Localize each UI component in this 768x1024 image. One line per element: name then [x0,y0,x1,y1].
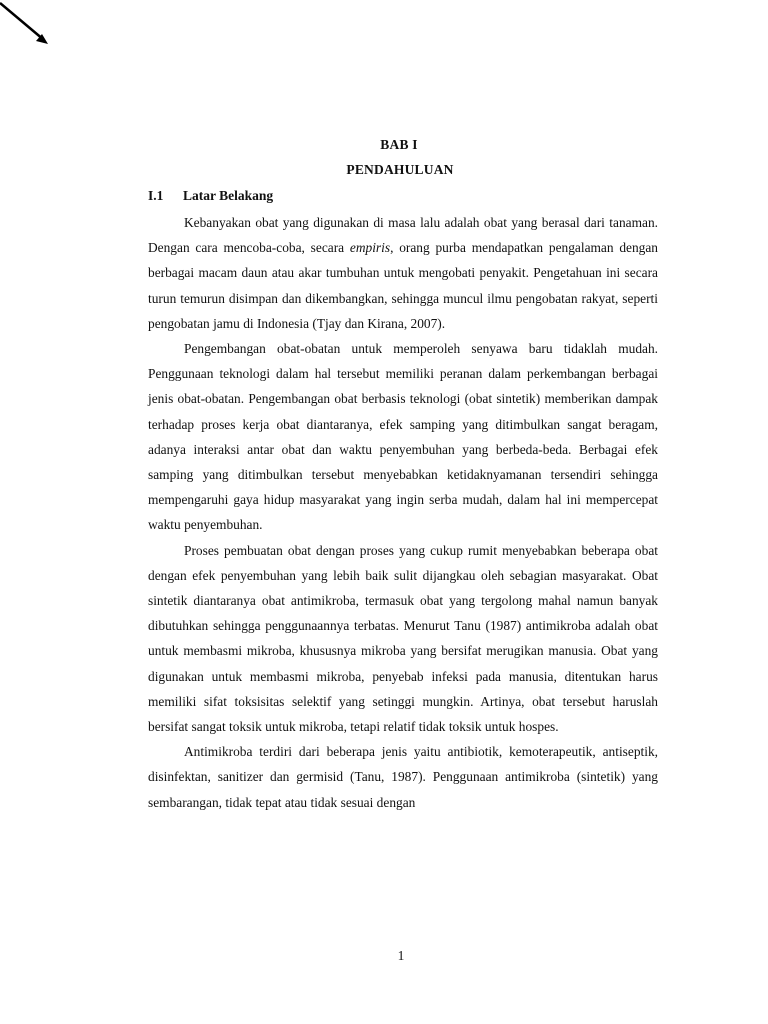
chapter-title: PENDAHULUAN [346,162,454,177]
document-body [148,210,658,815]
section-number: I.1 [148,188,164,203]
paragraph-3: Proses pembuatan obat dengan proses yang cukup rumit menyebabkan beberapa obat dengan efek penyembuhan yang lebih baik sulit dijangkau oleh sebagian masyarakat. Obat sintetik diantaranya obat antimikroba, termasuk obat yang tergolong mahal namun banyak dibutuhkan sehingga penggunaannya terbatas. Menurut Tanu (1987) antimikroba adalah obat untuk membasmi mikroba, khususnya mikroba yang bersifat merugikan manusia. Obat yang digunakan untuk membasmi mikroba, penyebab infeksi pada manusia, ditentukan harus memiliki sifat toksisitas selektif yang setinggi mungkin. Artinya, obat tersebut haruslah bersifat sangat toksik untuk mikroba, tetapi relatif tidak toksik untuk hospes. [148,542,658,735]
section-title: Latar Belakang [183,188,274,203]
paragraph-4: Antimikroba terdiri dari beberapa jenis yaitu antibiotik, kemoterapeutik, antiseptik, disinfektan, sanitizer dan germisid (Tanu, 1987). Penggunaan antimikroba (sintetik) yang sembarangan, tidak tepat atau tidak sesuai dengan [148,744,658,810]
chapter-heading: BAB I [380,137,418,152]
arrow-down-right-icon [0,0,60,55]
page-number: 1 [397,948,405,963]
paragraph-1-before: Kebanyakan obat yang digunakan di masa lalu adalah obat yang berasal dari tanaman. Dengan cara mencoba-coba, secara [148,215,658,256]
paragraph-1-emphasis: empiris [349,240,391,256]
section-heading [148,188,273,204]
paragraph-2: Pengembangan obat-obatan untuk memperoleh senyawa baru tidaklah mudah. Penggunaan teknologi dalam hal tersebut memiliki peranan dalam perkembangan berbagai jenis obat-obatan. Pengembangan obat berbasis teknologi (obat sintetik) memberikan dampak terhadap proses kerja obat diantaranya, efek samping yang ditimbulkan sangat beragam, adanya interaksi antar obat dan waktu penyembuhan yang berbeda-beda. Berbagai efek samping yang ditimbulkan tersebut menyebabkan ketidaknyamanan tersendiri sehingga mempengaruhi gaya hidup masyarakat yang ingin serba mudah, dalam hal ini mempercepat waktu penyembuhan. [148,341,658,533]
paragraph-1 [148,210,658,336]
paragraph-1-after: , orang purba mendapatkan pengalaman dengan berbagai macam daun atau akar tumbuhan untuk mengobati penyakit. Pengetahuan ini secara turun temurun disimpan dan dikembangkan, sehingga muncul ilmu pengobatan rakyat, seperti pengobatan jamu di Indonesia (Tjay dan Kirana, 2007). [148,240,659,331]
